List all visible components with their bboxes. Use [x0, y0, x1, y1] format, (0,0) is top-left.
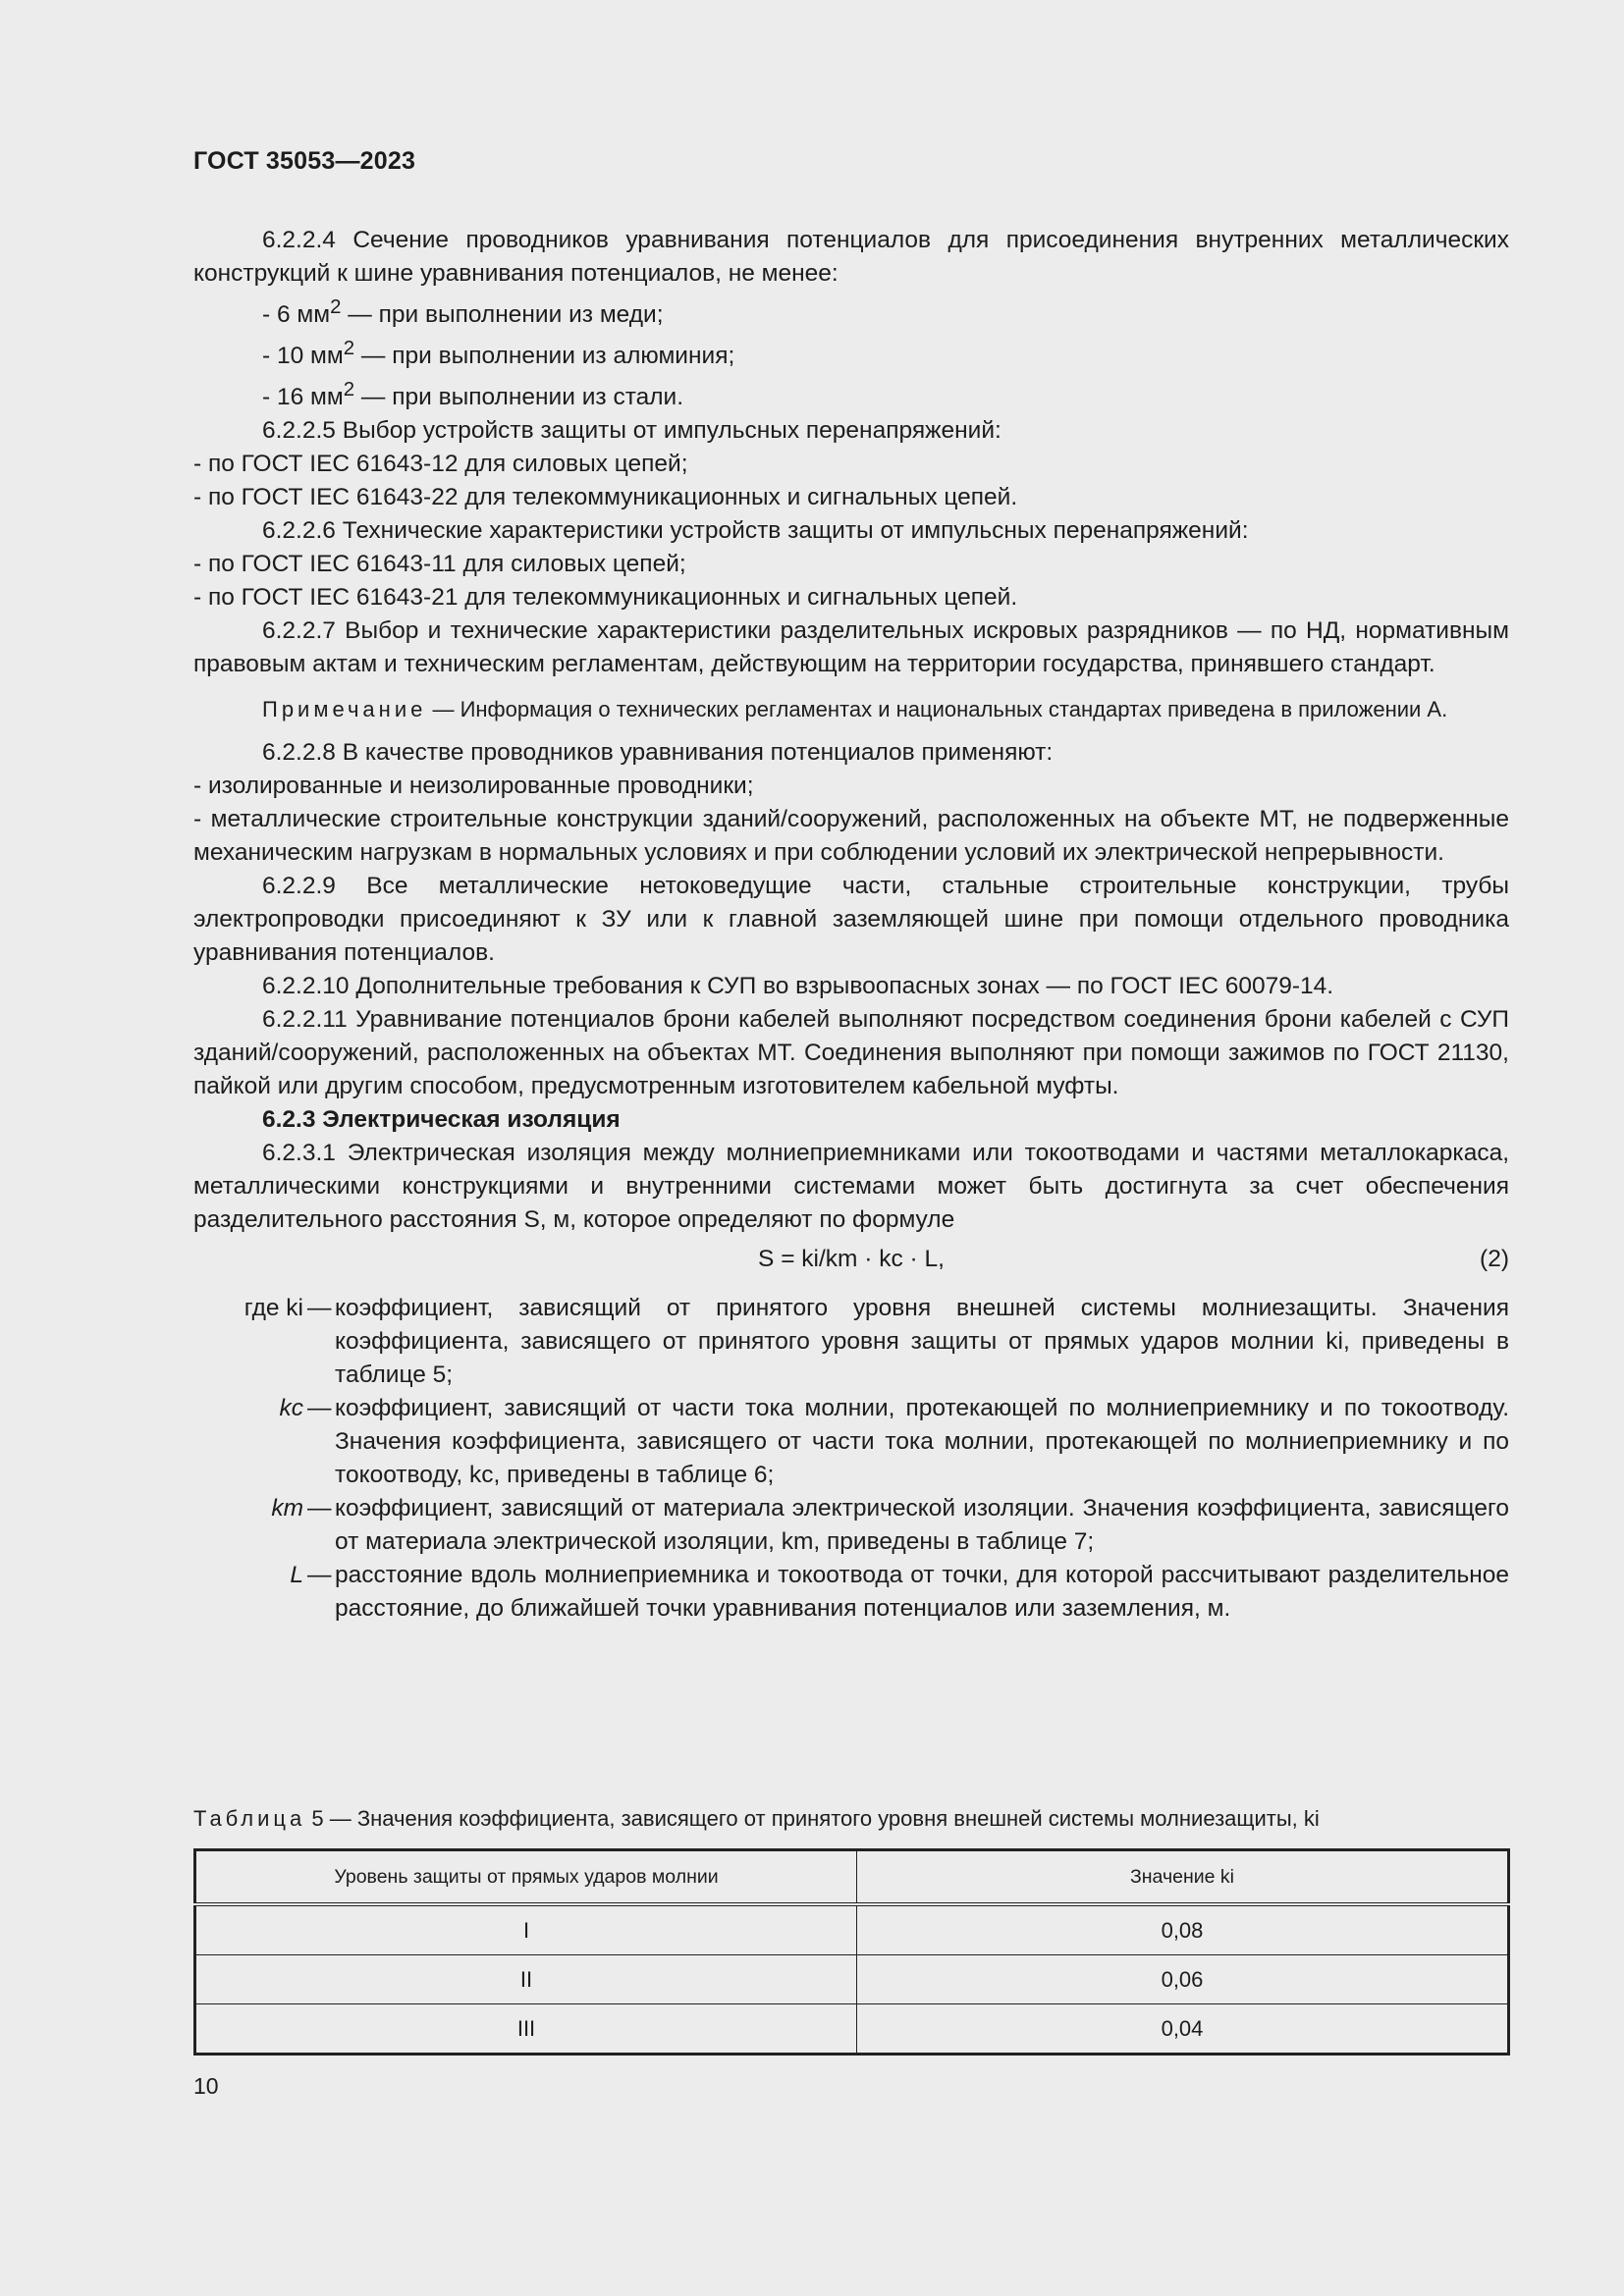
- list-item: - по ГОСТ IEC 61643-22 для телекоммуникационных и сигнальных цепей.: [193, 484, 1018, 511]
- coefficient-table: [193, 1848, 1510, 2056]
- formula: S = ki/km · kc · L,: [758, 1246, 945, 1273]
- table-row: [195, 2004, 1509, 2055]
- table-header-row: [195, 1850, 1509, 1905]
- table-header-cell: Значение ki: [857, 1850, 1509, 1905]
- table-caption: [193, 1806, 1509, 1832]
- paragraph-6-2-2-7: 6.2.2.7 Выбор и технические характеристики разделительных искровых разрядников — по НД, нормативным правовым актам и техническим регламентам, действующим на территории государства, принявшего стандарт.: [193, 617, 1509, 678]
- table-caption-label: Таблица: [193, 1806, 306, 1831]
- page-number: 10: [193, 2073, 219, 2099]
- definition-kc: [193, 1392, 1509, 1492]
- definition-L: [193, 1559, 1509, 1626]
- formula-number: (2): [1480, 1246, 1509, 1273]
- definition-text: коэффициент, зависящий от материала электрической изоляции. Значения коэффициента, зависящего от материала электрической изоляции, km, приведены в таблице 7;: [335, 1495, 1509, 1556]
- table-row: [195, 1904, 1509, 1955]
- table-cell: I: [195, 1904, 857, 1955]
- list-item: - металлические строительные конструкции зданий/сооружений, расположенных на объекте МТ, не подверженные механическим нагрузкам в нормальных условиях и при соблюдении условий их электрической непрерывности.: [193, 806, 1509, 867]
- table-cell: 0,08: [857, 1904, 1509, 1955]
- body-text: [193, 224, 1509, 1626]
- paragraph-6-2-2-10: 6.2.2.10 Дополнительные требования к СУП во взрывоопасных зонах — по ГОСТ IEC 60079-14.: [262, 973, 1334, 1000]
- section-heading: 6.2.3 Электрическая изоляция: [262, 1106, 621, 1134]
- definition-dash: —: [307, 1495, 332, 1522]
- table-cell: 0,04: [857, 2004, 1509, 2055]
- list-item: - по ГОСТ IEC 61643-12 для силовых цепей;: [193, 451, 688, 478]
- definition-ki: [193, 1292, 1509, 1392]
- definition-term: kc: [279, 1395, 303, 1422]
- table-cell: III: [195, 2004, 857, 2055]
- document-header: ГОСТ 35053—2023: [193, 147, 416, 175]
- paragraph-6-2-2-9: 6.2.2.9 Все металлические нетоковедущие части, стальные строительные конструкции, трубы электропроводки присоединяют к ЗУ или к главной заземляющей шине при помощи отдельного проводника уравнивания потенциалов.: [193, 873, 1509, 967]
- table-cell: 0,06: [857, 1955, 1509, 2004]
- definition-text: коэффициент, зависящий от принятого уровня внешней системы молниезащиты. Значения коэффициента, зависящего от принятого уровня защиты от прямых ударов молнии ki, приведены в таблице 5;: [335, 1295, 1509, 1389]
- list-item: - 16 $мм^2$ — при выполнении из стали.: [262, 379, 684, 411]
- list-item: - по ГОСТ IEC 61643-21 для телекоммуникационных и сигнальных цепей.: [193, 584, 1018, 612]
- paragraph-6-2-2-4: 6.2.2.4 Сечение проводников уравнивания потенциалов для присоединения внутренних металлических конструкций к шине уравнивания потенциалов, не менее:: [193, 227, 1509, 287]
- definition-term: km: [271, 1495, 303, 1522]
- definition-term: где ki: [244, 1295, 303, 1322]
- definition-dash: —: [307, 1562, 332, 1589]
- definition-dash: —: [307, 1395, 332, 1422]
- definition-dash: —: [307, 1295, 332, 1322]
- note-text: — Информация о технических регламентах и национальных стандартах приведена в приложении А.: [426, 697, 1448, 722]
- table-caption-text: 5 — Значения коэффициента, зависящего от принятого уровня внешней системы молниезащиты, ki: [311, 1806, 1320, 1831]
- table-header-cell: Уровень защиты от прямых ударов молнии: [195, 1850, 857, 1905]
- list-item: - 6 $мм^2$ — при выполнении из меди;: [262, 296, 664, 329]
- table-row: [195, 1955, 1509, 2004]
- table-cell: II: [195, 1955, 857, 2004]
- definition-text: коэффициент, зависящий от части тока молнии, протекающей по молниеприемнику и по токоотводу. Значения коэффициента, зависящего от части тока молнии, протекающей по молниеприемнику и по токоотводу, kc, приведены в таблице 6;: [335, 1395, 1509, 1489]
- formula-row: [193, 1243, 1509, 1282]
- paragraph-6-2-2-8: 6.2.2.8 В качестве проводников уравнивания потенциалов применяют:: [262, 739, 1054, 767]
- list-item: - 10 $мм^2$ — при выполнении из алюминия;: [262, 338, 735, 370]
- note-label: Примечание: [262, 697, 427, 722]
- paragraph-6-2-3-1: 6.2.3.1 Электрическая изоляция между молниеприемниками или токоотводами и частями металлокаркаса, металлическими конструкциями и внутренними системами может быть достигнута за счет обеспечения разделительного расстояния S, м, которое определяют по формуле: [193, 1140, 1509, 1234]
- paragraph-6-2-2-5: 6.2.2.5 Выбор устройств защиты от импульсных перенапряжений:: [262, 417, 1001, 445]
- paragraph-6-2-2-11: 6.2.2.11 Уравнивание потенциалов брони кабелей выполняют посредством соединения брони кабелей с СУП зданий/сооружений, расположенных на объектах МТ. Соединения выполняют при помощи зажимов по ГОСТ 21130, пайкой или другим способом, предусмотренным изготовителем кабельной муфты.: [193, 1006, 1509, 1100]
- definition-term: L: [290, 1562, 303, 1589]
- definition-text: расстояние вдоль молниеприемника и токоотвода от точки, для которой рассчитывают разделительное расстояние, до ближайшей точки уравнивания потенциалов или заземления, м.: [335, 1562, 1509, 1623]
- list-item: - изолированные и неизолированные проводники;: [193, 773, 754, 800]
- definition-km: [193, 1492, 1509, 1559]
- list-item: - по ГОСТ IEC 61643-11 для силовых цепей;: [193, 551, 686, 578]
- paragraph-6-2-2-6: 6.2.2.6 Технические характеристики устройств защиты от импульсных перенапряжений:: [262, 517, 1249, 545]
- definitions: [193, 1292, 1509, 1626]
- note: [193, 695, 1509, 724]
